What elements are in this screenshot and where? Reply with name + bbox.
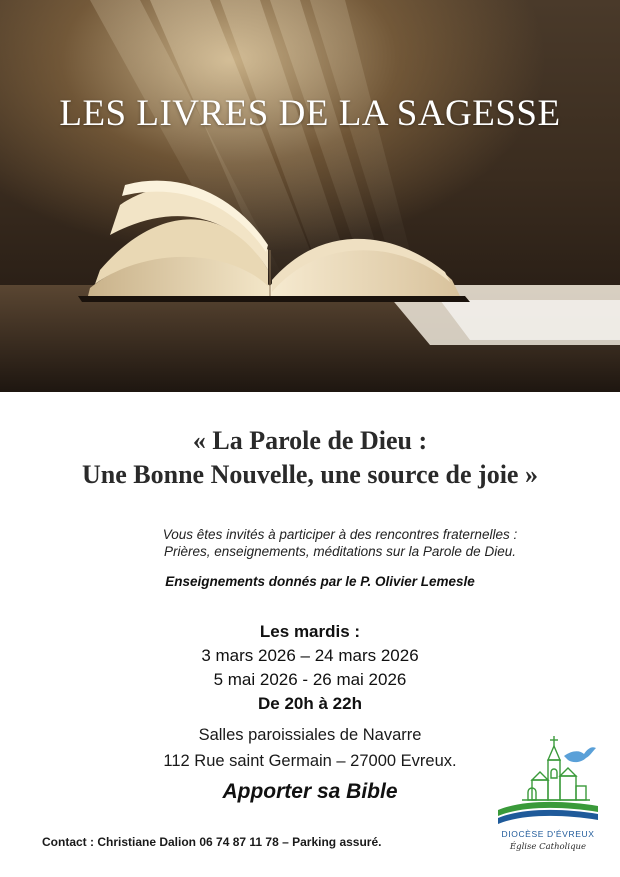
schedule-date: 3 mars 2026 – 24 mars 2026 — [201, 646, 419, 665]
page-title: LES LIVRES DE LA SAGESSE — [59, 93, 561, 134]
schedule-date: 5 mai 2026 - 26 mai 2026 — [213, 670, 407, 689]
bring-bible-note: Apporter sa Bible — [222, 780, 398, 803]
subtitle-line: Une Bonne Nouvelle, une source de joie » — [82, 460, 538, 489]
diocese-logo — [492, 732, 604, 857]
invitation-line: Prières, enseignements, méditations sur la Parole de Dieu. — [164, 544, 516, 559]
subtitle — [0, 424, 620, 492]
hero-image — [0, 0, 620, 392]
subtitle-line: « La Parole de Dieu : — [192, 426, 428, 455]
contact-info: Contact : Christiane Dalion 06 74 87 11 78 – Parking assuré. — [42, 835, 382, 849]
dove-icon — [564, 747, 596, 762]
church-icon — [522, 736, 590, 800]
logo-title: DIOCÈSE D'ÉVREUX — [501, 829, 595, 839]
speaker-text: Enseignements donnés par le P. Olivier Lemesle — [165, 574, 475, 589]
schedule-heading: Les mardis : — [259, 622, 361, 641]
venue-name: Salles paroissiales de Navarre — [198, 726, 422, 744]
venue-address: 112 Rue saint Germain – 27000 Evreux. — [163, 752, 457, 770]
schedule-time: De 20h à 22h — [258, 694, 362, 713]
invitation-text — [0, 526, 620, 560]
invitation-line: Vous êtes invités à participer à des rencontres fraternelles : — [162, 527, 518, 542]
logo-subtitle: Église Catholique — [509, 842, 587, 852]
schedule — [0, 620, 620, 716]
logo-wave — [498, 810, 598, 824]
book-light-illustration — [0, 0, 620, 392]
